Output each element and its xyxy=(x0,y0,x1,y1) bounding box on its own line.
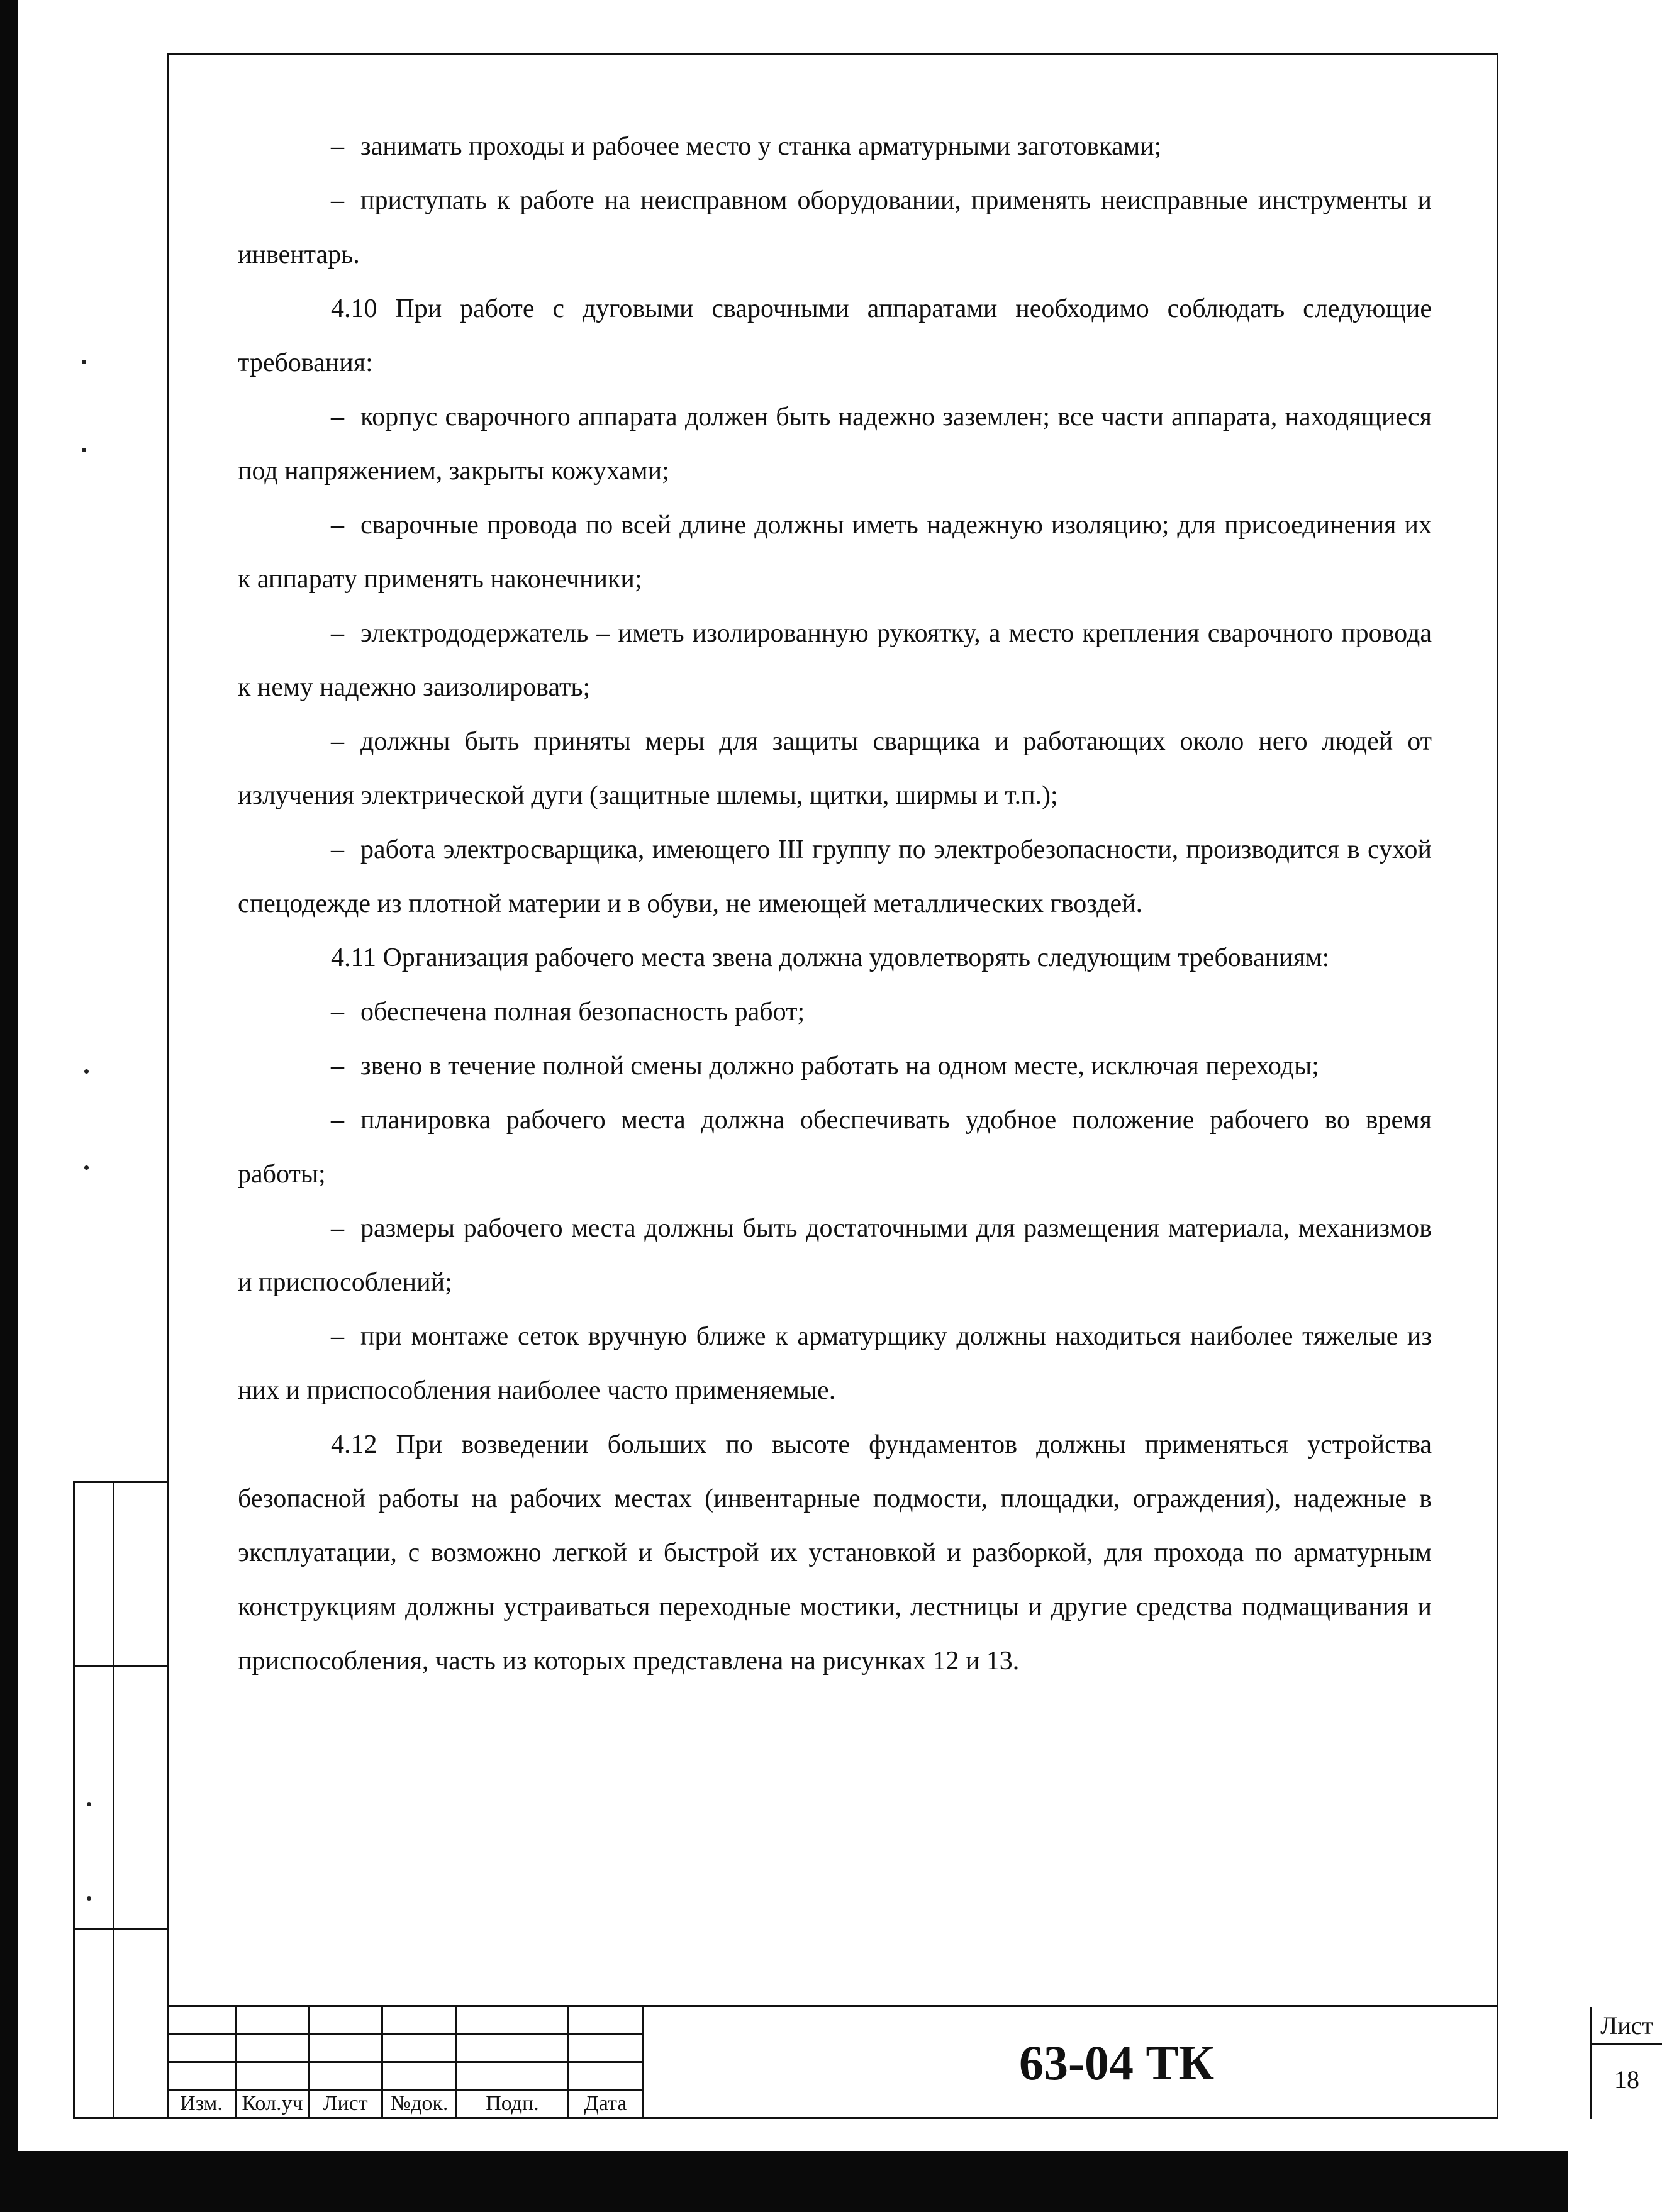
revision-grid xyxy=(167,2007,644,2119)
col-label-count: Кол.уч xyxy=(242,2092,303,2115)
document-code: 63-04 ТК xyxy=(1018,2035,1215,2090)
section-paragraph: 4.10 При работе с дуговыми сварочными аппаратами необходимо соблюдать следующие требования: xyxy=(238,294,1432,377)
sheet-number: 18 xyxy=(1614,2065,1639,2094)
document-body xyxy=(238,119,1432,1688)
paragraph: – обеспечена полная безопасность работ; xyxy=(331,998,805,1026)
paragraph: – приступать к работе на неисправном оборудовании, применять неисправные инструменты и инвентарь. xyxy=(238,186,1432,269)
paragraph: – при монтаже сеток вручную ближе к арматурщику должны находиться наиболее тяжелые из них и приспособления наиболее часто применяемые. xyxy=(238,1322,1432,1405)
scan-speck xyxy=(84,1069,89,1074)
section-paragraph: 4.11 Организация рабочего места звена должна удовлетворять следующим требованиям: xyxy=(331,943,1330,972)
paragraph: – корпус сварочного аппарата должен быть надежно заземлен; все части аппарата, находящиеся под напряжением, закрыты кожухами; xyxy=(238,403,1432,486)
scan-speck xyxy=(82,360,86,364)
paragraph: – планировка рабочего места должна обеспечивать удобное положение рабочего во время работы; xyxy=(238,1106,1432,1189)
col-label-doc-number: №док. xyxy=(390,2092,449,2115)
title-block xyxy=(167,2005,1653,2119)
paragraph: – электрододержатель – иметь изолированную рукоятку, а место крепления сварочного провода к нему надежно заизолировать; xyxy=(238,619,1432,702)
section-paragraph: 4.12 При возведении больших по высоте фундаментов должны применяться устройства безопасной работы на рабочих местах (инвентарные подмости, площадки, ограждения), надежные в эксплуатации, с возможно легкой и быстрой их установкой и разборкой, для прохода по арматурным конструкциям должны устраиваться переходные мостики, лестницы и другие средства подмащивания и приспособления, часть из которых представлена на рисунках 12 и 13. xyxy=(238,1430,1432,1676)
scan-border-left xyxy=(0,0,18,2212)
paragraph: – занимать проходы и рабочее место у станка арматурными заготовками; xyxy=(331,132,1162,161)
col-label-date: Дата xyxy=(584,2092,627,2115)
paragraph: – звено в течение полной смены должно работать на одном месте, исключая переходы; xyxy=(331,1052,1319,1081)
col-label-change: Изм. xyxy=(180,2092,223,2115)
paragraph: – должны быть приняты меры для защиты сварщика и работающих около него людей от излучения электрической дуги (защитные шлемы, щитки, ширмы и т.п.); xyxy=(238,727,1432,810)
sheet-label: Лист xyxy=(1600,2011,1653,2040)
col-label-signature: Подп. xyxy=(486,2092,539,2115)
col-label-sheet: Лист xyxy=(323,2092,368,2115)
scan-speck xyxy=(82,448,86,452)
scan-border-bottom xyxy=(0,2151,1568,2212)
scan-speck xyxy=(84,1165,89,1170)
scan-speck xyxy=(87,1896,91,1901)
paragraph: – работа электросварщика, имеющего III группу по электробезопасности, производится в сухой спецодежде из плотной материи и в обуви, не имеющей металлических гвоздей. xyxy=(238,835,1432,918)
binding-margin-table xyxy=(73,1481,167,2119)
paragraph: – размеры рабочего места должны быть достаточными для размещения материала, механизмов и приспособлений; xyxy=(238,1214,1432,1297)
scan-speck xyxy=(87,1802,91,1806)
paragraph: – сварочные провода по всей длине должны иметь надежную изоляцию; для присоединения их к аппарату применять наконечники; xyxy=(238,511,1432,594)
